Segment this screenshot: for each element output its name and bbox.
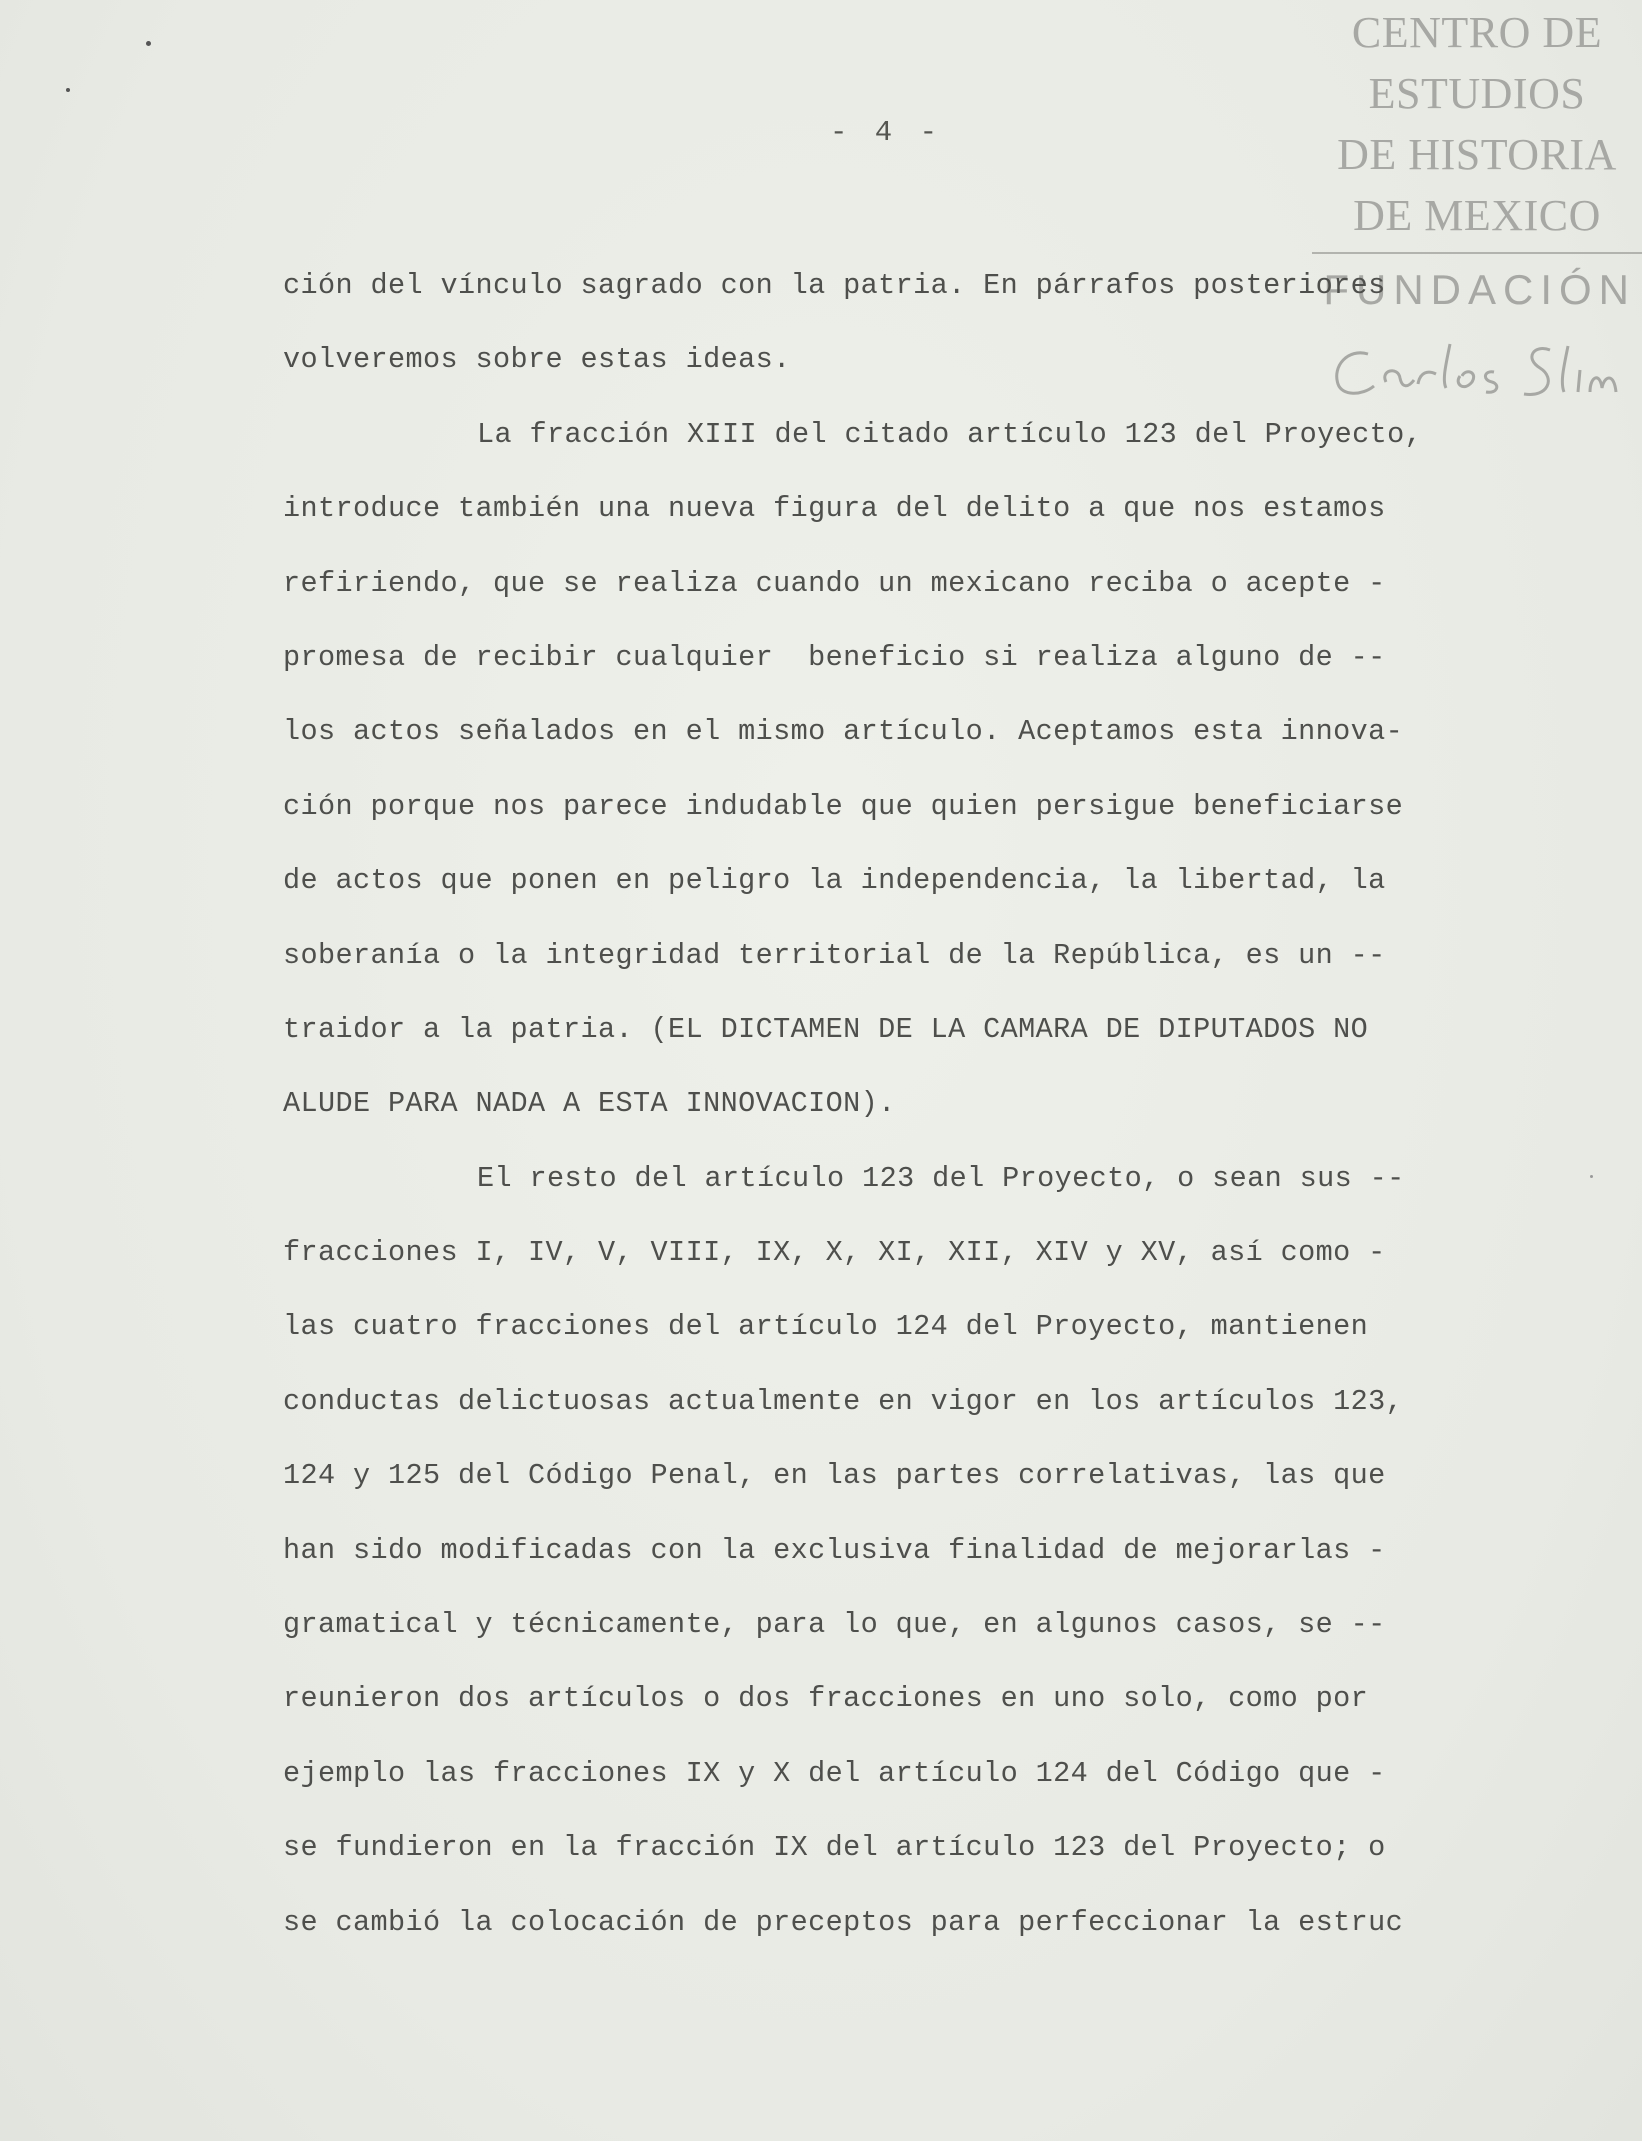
- ink-speck: [1590, 1175, 1593, 1178]
- document-body: [283, 262, 1543, 1973]
- text-line: La fracción XIII del citado artículo 123 del Proyecto,: [477, 417, 1423, 451]
- text-line: ción porque nos parece indudable que quien persigue beneficiarse: [283, 789, 1404, 823]
- text-line: reunieron dos artículos o dos fracciones en uno solo, como por: [283, 1682, 1369, 1716]
- watermark-divider: [1312, 252, 1642, 254]
- text-line: gramatical y técnicamente, para lo que, en algunos casos, se --: [283, 1608, 1386, 1642]
- ink-speck: [66, 88, 70, 92]
- page-number: - 4 -: [830, 116, 943, 149]
- text-line: introduce también una nueva figura del delito a que nos estamos: [283, 492, 1386, 526]
- text-line: promesa de recibir cualquier beneficio si realiza alguno de --: [283, 640, 1386, 674]
- text-line: las cuatro fracciones del artículo 124 del Proyecto, mantienen: [283, 1310, 1369, 1344]
- text-line: ALUDE PARA NADA A ESTA INNOVACION).: [283, 1087, 896, 1121]
- text-line: soberanía o la integridad territorial de la República, es un --: [283, 938, 1386, 972]
- text-line: traidor a la patria. (EL DICTAMEN DE LA CAMARA DE DIPUTADOS NO: [283, 1012, 1369, 1046]
- watermark-fundacion: FUNDACIÓN: [1323, 266, 1636, 313]
- text-line: 124 y 125 del Código Penal, en las partes correlativas, las que: [283, 1459, 1386, 1493]
- watermark-line: ESTUDIOS: [1368, 69, 1586, 118]
- watermark-line: DE MEXICO: [1353, 191, 1601, 240]
- text-line: han sido modificadas con la exclusiva finalidad de mejorarlas -: [283, 1533, 1386, 1567]
- text-line: refiriendo, que se realiza cuando un mexicano reciba o acepte -: [283, 566, 1386, 600]
- text-line: se cambió la colocación de preceptos para perfeccionar la estruc: [283, 1905, 1404, 1939]
- text-line: fracciones I, IV, V, VIII, IX, X, XI, XII, XIV y XV, así como -: [283, 1236, 1386, 1270]
- text-line: se fundieron en la fracción IX del artículo 123 del Proyecto; o: [283, 1831, 1386, 1865]
- text-line: los actos señalados en el mismo artículo. Aceptamos esta innova-: [283, 715, 1404, 749]
- text-line: de actos que ponen en peligro la independencia, la libertad, la: [283, 864, 1386, 898]
- archive-watermark: [1312, 0, 1642, 313]
- text-line: volveremos sobre estas ideas.: [283, 343, 791, 377]
- text-line: El resto del artículo 123 del Proyecto, o sean sus --: [477, 1161, 1405, 1195]
- text-line: conductas delictuosas actualmente en vigor en los artículos 123,: [283, 1384, 1404, 1418]
- watermark-line: CENTRO DE: [1351, 8, 1603, 57]
- text-line: ejemplo las fracciones IX y X del artículo 124 del Código que -: [283, 1756, 1386, 1790]
- ink-speck: [146, 41, 151, 46]
- watermark-line: DE HISTORIA: [1337, 130, 1617, 179]
- text-line: ción del vínculo sagrado con la patria. En párrafos posteriores: [283, 269, 1386, 302]
